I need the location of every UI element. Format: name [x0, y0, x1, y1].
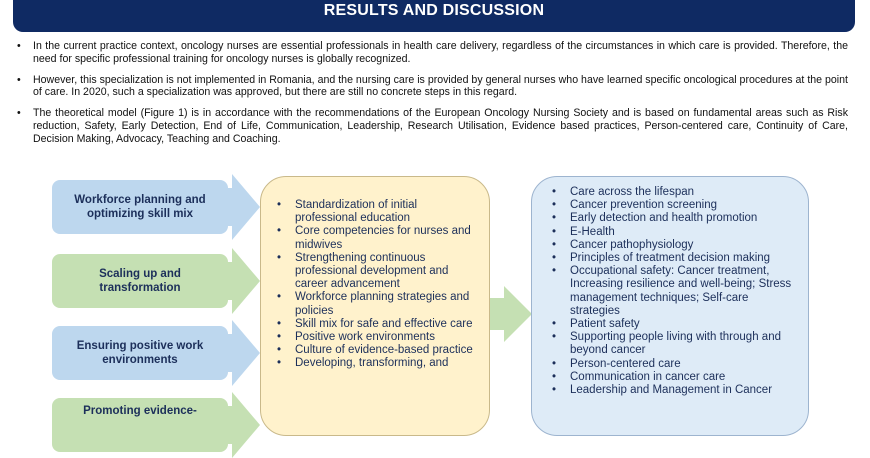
middle-item: • Skill mix for safe and effective care: [275, 318, 479, 331]
bullet-text: The theoretical model (Figure 1) is in accordance with the recommendations of the European Oncology Nursing Society and is based on fundamental areas such as Risk reduction, Safety, Early Detection, End of Life, Communication, Leadership, Research Utilisation, Evidence based practices, Person-centered care, Continuity of Care, Decision Making, Advocacy, Teaching and Coaching.: [33, 107, 848, 145]
left-box-workforce-planning: [52, 180, 228, 234]
right-item: • Patient safety: [550, 318, 798, 331]
left-box-scaling-up: [52, 254, 228, 308]
middle-item: • Culture of evidence-based practice: [275, 344, 479, 357]
left-box-promoting-evidence: [52, 398, 228, 452]
right-item: • Early detection and health promotion: [550, 212, 798, 225]
bullet-dot: •: [17, 107, 21, 120]
middle-item-list: [275, 199, 479, 371]
middle-item: • Positive work environments: [275, 331, 479, 344]
arrow-right-icon: [226, 320, 262, 386]
right-item: • Person-centered care: [550, 358, 798, 371]
right-item: • Leadership and Management in Cancer: [550, 384, 798, 397]
left-box-label: Promoting evidence-: [83, 405, 197, 417]
middle-item: • Strengthening continuous professional development and career advancement: [275, 252, 479, 292]
arrow-right-icon: [226, 248, 262, 314]
right-item-list: [550, 186, 798, 397]
arrow-right-icon: [226, 392, 262, 458]
bullet-paragraph: [16, 40, 848, 65]
section-title: RESULTS AND DISCUSSION: [323, 2, 545, 19]
left-box-label: Workforce planning and optimizing skill mix: [74, 194, 206, 220]
left-box-label: Ensuring positive work environments: [76, 340, 204, 366]
middle-item: • Core competencies for nurses and midwives: [275, 225, 479, 251]
right-item: • Supporting people living with through and beyond cancer: [550, 331, 798, 357]
section-header: [13, 0, 855, 32]
left-box-label: Scaling up and transformation: [99, 268, 181, 294]
right-item: • Cancer pathophysiology: [550, 239, 798, 252]
bullet-list: [16, 40, 848, 154]
bullet-dot: •: [17, 73, 21, 86]
right-item: • Communication in cancer care: [550, 371, 798, 384]
arrow-right-icon: [226, 174, 262, 240]
middle-item: • Workforce planning strategies and policies: [275, 291, 479, 317]
middle-item: • Developing, transforming, and: [275, 357, 479, 370]
right-item: • E-Health: [550, 226, 798, 239]
bullet-paragraph: [16, 107, 848, 145]
middle-item: • Standardization of initial professional education: [275, 199, 479, 225]
middle-box-policy-areas: [260, 176, 490, 436]
right-item: • Occupational safety: Cancer treatment, Increasing resilience and well-being; Stress management techniques; Self-care strategies: [550, 265, 798, 318]
left-box-positive-work-environments: [52, 326, 228, 380]
bullet-dot: •: [17, 40, 21, 52]
right-item: • Cancer prevention screening: [550, 199, 798, 212]
bullet-text: However, this specialization is not implemented in Romania, and the nursing care is provided by general nurses who have learned specific oncological procedures at the point of care. In 2020, such a specialization was approved, but there are still no concrete steps in this regard.: [33, 73, 848, 99]
right-item: • Care across the lifespan: [550, 186, 798, 199]
big-arrow-right-icon: [490, 286, 534, 342]
bullet-text: In the current practice context, oncology nurses are essential professionals in health care delivery, regardless of the circumstances in which care is provided. Therefore, the need for specific professional training for oncology nurses is globally recognized.: [33, 40, 848, 65]
right-item: • Principles of treatment decision making: [550, 252, 798, 265]
right-box-competencies: [531, 176, 809, 436]
bullet-paragraph: [16, 74, 848, 99]
